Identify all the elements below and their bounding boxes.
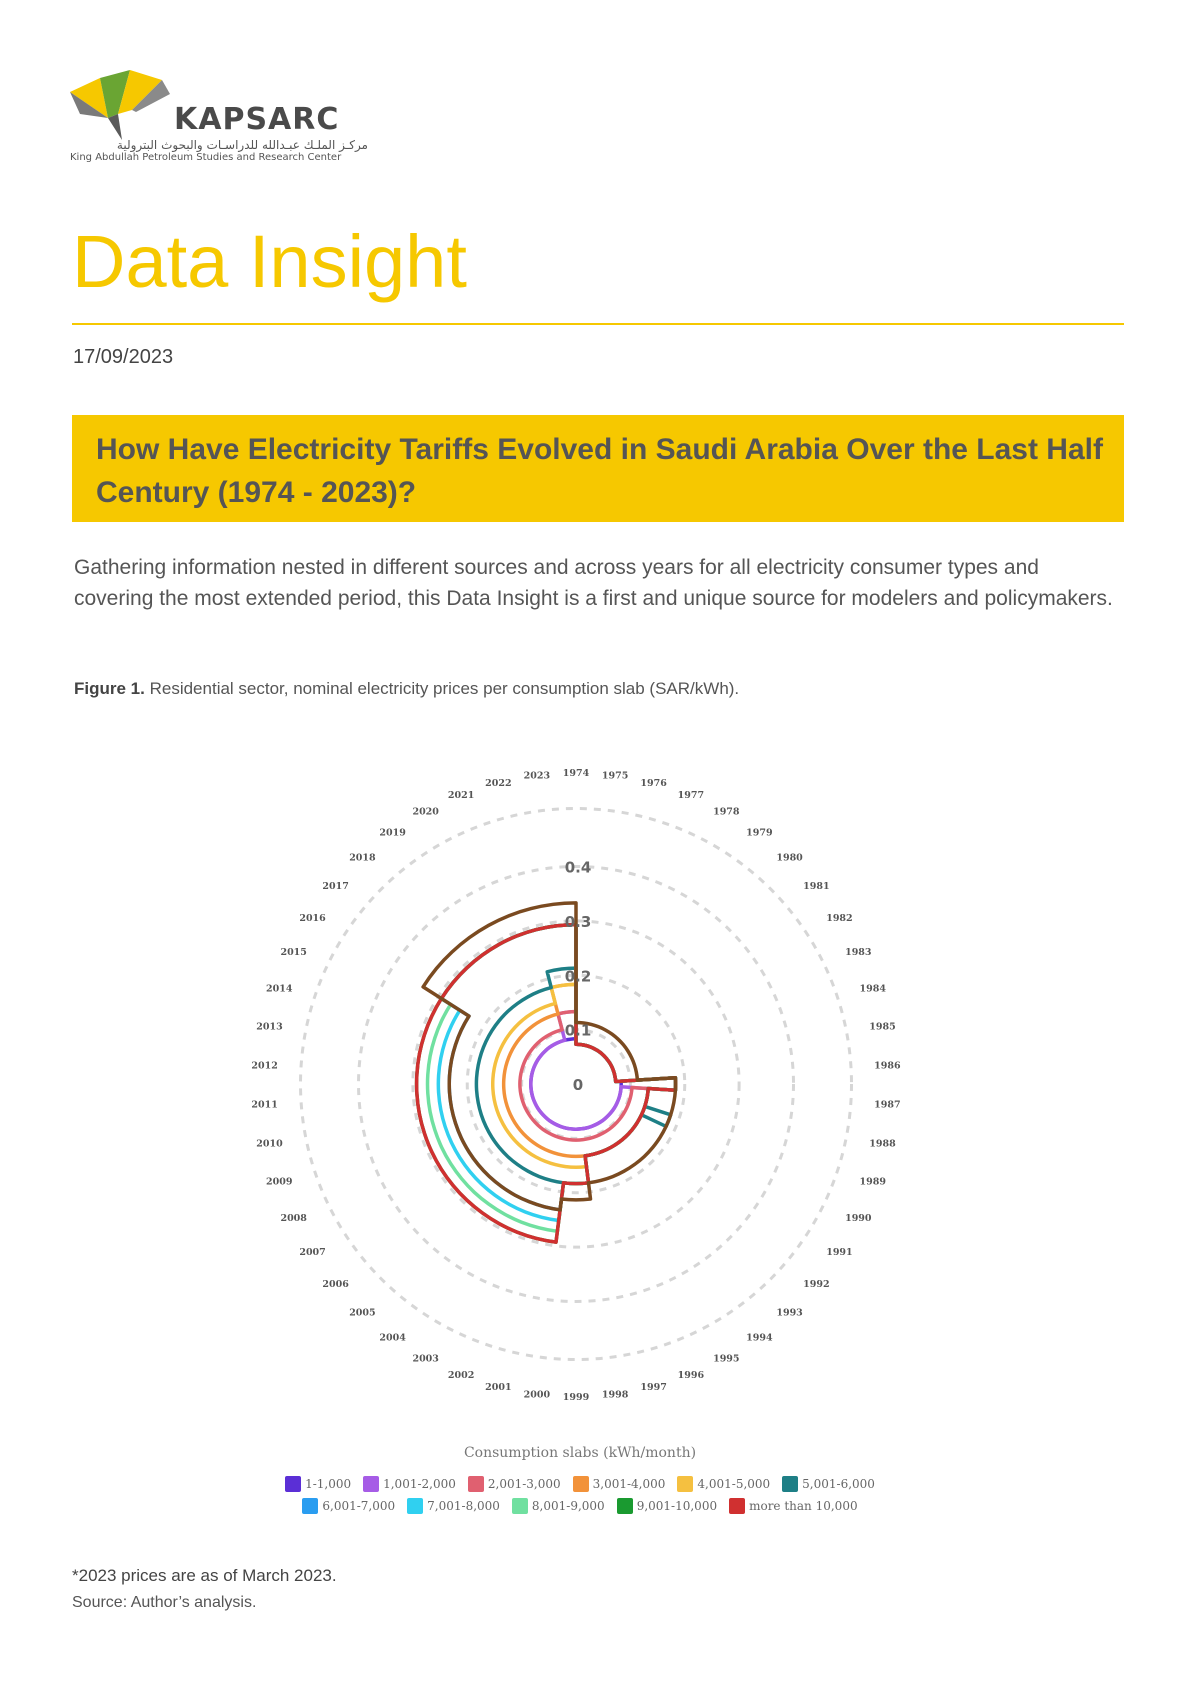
year-label-2000: 2000 (523, 1389, 551, 1401)
publication-date: 17/09/2023 (73, 346, 174, 368)
logo-english-name: King Abdullah Petroleum Studies and Research Center (70, 152, 342, 163)
source-note: Source: Author’s analysis. (72, 1594, 257, 1611)
year-label-2009: 2009 (266, 1176, 293, 1188)
year-label-1983: 1983 (845, 947, 872, 959)
legend-swatch (407, 1498, 423, 1514)
series-line-4 (504, 984, 676, 1156)
legend-label: more than 10,000 (749, 1499, 858, 1513)
figure-label: Figure 1. (74, 679, 145, 698)
legend-item (302, 1498, 395, 1514)
legend-swatch (285, 1476, 301, 1492)
legend-item (617, 1498, 717, 1514)
legend-title: Consumption slabs (kWh/month) (463, 1445, 697, 1461)
legend-label: 1,001-2,000 (383, 1477, 456, 1491)
legend-swatch (782, 1476, 798, 1492)
legend-swatch (302, 1498, 318, 1514)
year-label-1977: 1977 (677, 789, 705, 801)
legend-swatch (363, 1476, 379, 1492)
legend-row-1 (220, 1476, 940, 1492)
year-label-2010: 2010 (256, 1138, 283, 1150)
year-label-2020: 2020 (412, 806, 439, 818)
year-label-2011: 2011 (251, 1099, 278, 1111)
radial-tick-0.4: 0.4 (564, 858, 592, 877)
year-label-1995: 1995 (713, 1353, 740, 1365)
legend-item (729, 1498, 858, 1514)
year-label-2021: 2021 (447, 789, 475, 801)
year-label-1989: 1989 (859, 1176, 886, 1188)
year-label-1984: 1984 (859, 983, 886, 995)
legend-label: 7,001-8,000 (427, 1499, 500, 1513)
year-label-1994: 1994 (746, 1332, 773, 1344)
legend-item (285, 1476, 351, 1492)
legend-swatch (729, 1498, 745, 1514)
year-label-1975: 1975 (601, 770, 629, 782)
chart-legend (220, 1476, 940, 1514)
year-label-2018: 2018 (349, 852, 376, 864)
year-label-2017: 2017 (322, 881, 349, 893)
figure-caption (74, 679, 739, 699)
legend-swatch (573, 1476, 589, 1492)
title-banner (72, 415, 1124, 522)
radial-tick-0.3: 0.3 (564, 912, 592, 931)
year-label-2002: 2002 (447, 1370, 475, 1382)
legend-label: 2,001-3,000 (487, 1477, 561, 1491)
legend-swatch (512, 1498, 528, 1514)
legend-label: 4,001-5,000 (697, 1477, 771, 1491)
year-label-1985: 1985 (869, 1021, 896, 1033)
year-label-1986: 1986 (874, 1060, 901, 1072)
year-label-1996: 1996 (677, 1370, 705, 1382)
legend-item (677, 1476, 770, 1492)
year-label-2014: 2014 (266, 983, 293, 995)
year-label-2004: 2004 (379, 1332, 406, 1344)
legend-item (573, 1476, 666, 1492)
year-label-1991: 1991 (826, 1247, 853, 1259)
year-label-1978: 1978 (713, 806, 740, 818)
year-label-2008: 2008 (280, 1212, 307, 1224)
year-label-1980: 1980 (776, 852, 803, 864)
legend-label: 3,001-4,000 (592, 1477, 666, 1491)
year-label-2006: 2006 (322, 1278, 349, 1290)
year-label-2007: 2007 (299, 1247, 326, 1259)
year-label-2023: 2023 (523, 770, 551, 782)
heading-divider (72, 323, 1124, 325)
logo-wordmark: KAPSARC (174, 102, 340, 137)
year-label-1987: 1987 (874, 1099, 901, 1111)
radar-chart (220, 730, 940, 1440)
footnote: *2023 prices are as of March 2023. (72, 1566, 337, 1585)
year-label-1998: 1998 (601, 1389, 629, 1401)
page-title: How Have Electricity Tariffs Evolved in Saudi Arabia Over the Last Half Century (1974 - 2023)? (96, 433, 1103, 509)
radial-tick-0.2: 0.2 (564, 967, 592, 986)
legend-label: 5,001-6,000 (802, 1477, 875, 1491)
radial-tick-0: 0 (572, 1076, 584, 1094)
legend-item (407, 1498, 500, 1514)
legend-label: 8,001-9,000 (531, 1499, 605, 1513)
year-label-2012: 2012 (251, 1060, 278, 1072)
legend-label: 1-1,000 (305, 1477, 352, 1491)
legend-swatch (677, 1476, 693, 1492)
year-label-1997: 1997 (640, 1382, 667, 1394)
year-label-1988: 1988 (869, 1138, 896, 1150)
figure-caption-text: Residential sector, nominal electricity prices per consumption slab (SAR/kWh). (149, 679, 740, 698)
legend-item (782, 1476, 875, 1492)
logo-mark-icon (70, 70, 180, 140)
legend-swatch (617, 1498, 633, 1514)
year-label-2015: 2015 (280, 947, 307, 959)
legend-item (512, 1498, 605, 1514)
year-label-1974: 1974 (562, 768, 590, 779)
year-label-1982: 1982 (826, 912, 853, 924)
intro-paragraph: Gathering information nested in different sources and across years for all electricity consumer types and covering the most extended period, this Data Insight is a first and unique source for modelers and policymakers. (74, 556, 1113, 610)
year-label-1976: 1976 (640, 777, 667, 789)
legend-row-2 (220, 1498, 940, 1514)
year-label-1990: 1990 (845, 1212, 872, 1224)
year-label-1981: 1981 (803, 881, 830, 893)
year-label-2001: 2001 (485, 1382, 512, 1394)
year-label-1979: 1979 (746, 827, 773, 839)
document-type-heading: Data Insight (72, 220, 467, 303)
year-label-2016: 2016 (299, 912, 326, 924)
year-label-2005: 2005 (349, 1307, 376, 1319)
radial-tick-0.1: 0.1 (564, 1021, 592, 1040)
logo-arabic-name: مركـز الملـك عبـدالله للدراسـات والبحوث البترولية (116, 138, 368, 152)
legend-item (468, 1476, 561, 1492)
year-label-1999: 1999 (562, 1392, 590, 1403)
legend-label: 9,001-10,000 (636, 1499, 718, 1513)
radar-chart-figure (220, 730, 940, 1513)
legend-swatch (468, 1476, 484, 1492)
year-label-2022: 2022 (485, 777, 512, 789)
year-label-2003: 2003 (412, 1353, 439, 1365)
year-label-2013: 2013 (256, 1021, 283, 1033)
kapsarc-logo (70, 70, 370, 170)
year-label-1992: 1992 (803, 1278, 830, 1290)
year-label-1993: 1993 (776, 1307, 803, 1319)
year-label-2019: 2019 (379, 827, 406, 839)
legend-label: 6,001-7,000 (322, 1499, 396, 1513)
legend-item (363, 1476, 456, 1492)
